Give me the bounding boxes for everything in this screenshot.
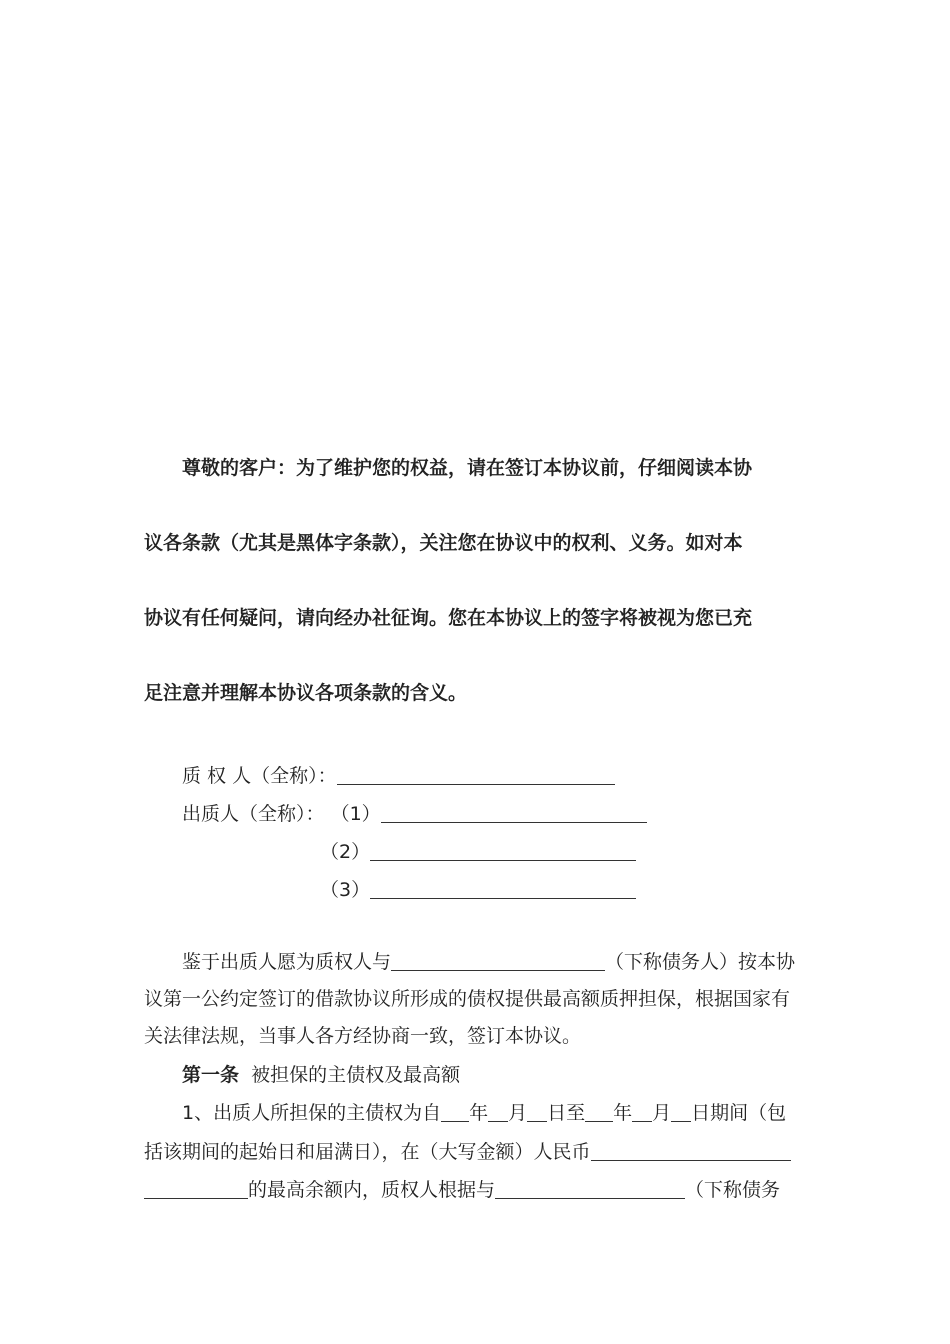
- start-year-blank[interactable]: [441, 1103, 469, 1122]
- debtor-blank[interactable]: [391, 952, 605, 971]
- pledgor-blank-1[interactable]: [381, 804, 647, 823]
- preamble-line-2: 议第一公约定签订的借款协议所形成的债权提供最高额质押担保，根据国家有: [144, 988, 791, 1010]
- article-title: 被担保的主债权及最高额: [251, 1064, 461, 1086]
- day-label-2: 日期间（包: [691, 1102, 787, 1124]
- preamble-line-1: [182, 950, 795, 974]
- pledgor-row-2: [320, 840, 636, 864]
- preamble-text-a: 鉴于出质人愿为质权人与: [182, 951, 392, 973]
- notice-line-2: 议各条款（尤其是黑体字条款），关注您在协议中的权利、义务。如对本: [144, 532, 743, 554]
- contract-party-blank[interactable]: [495, 1180, 685, 1199]
- para1-text-a: 1、出质人所担保的主债权为自: [182, 1102, 442, 1124]
- year-label-2: 年: [613, 1102, 633, 1124]
- end-month-blank[interactable]: [632, 1103, 652, 1122]
- pledgor-label: 出质人（全称）：: [182, 803, 325, 825]
- para1-text-d: （下称债务: [685, 1179, 781, 1201]
- para1-text-c: 的最高余额内，质权人根据与: [248, 1179, 496, 1201]
- month-label-2: 月: [652, 1102, 672, 1124]
- pledgee-blank[interactable]: [337, 766, 615, 785]
- pledgor-row-1: [182, 802, 647, 826]
- article-1-para-line-1: [182, 1101, 786, 1125]
- month-label-1: 月: [508, 1102, 528, 1124]
- preamble-line-3: 关法律法规，当事人各方经协商一致，签订本协议。: [144, 1025, 582, 1047]
- start-day-blank[interactable]: [527, 1103, 547, 1122]
- pledgor-item-2: （2）: [320, 841, 371, 863]
- article-1-para-line-2: [144, 1140, 791, 1164]
- preamble-text-b: （下称债务人）按本协: [605, 951, 796, 973]
- pledgor-row-3: [320, 878, 636, 902]
- pledgor-item-1: （1）: [330, 803, 381, 825]
- article-number: 第一条: [182, 1064, 240, 1086]
- end-year-blank[interactable]: [585, 1103, 613, 1122]
- pledgor-item-3: （3）: [320, 879, 371, 901]
- amount-blank-2[interactable]: [144, 1180, 248, 1199]
- year-label-1: 年: [469, 1102, 489, 1124]
- pledgee-row: [182, 764, 615, 788]
- notice-line-4: 足注意并理解本协议各项条款的含义。: [144, 682, 468, 704]
- article-1-heading: [182, 1063, 460, 1087]
- pledgee-label: 质 权 人（全称）：: [182, 765, 337, 787]
- start-month-blank[interactable]: [488, 1103, 508, 1122]
- amount-blank-1[interactable]: [591, 1142, 791, 1161]
- day-label-1: 日至: [547, 1102, 586, 1124]
- notice-line-3: 协议有任何疑问，请向经办社征询。您在本协议上的签字将被视为您已充: [144, 607, 753, 629]
- pledgor-blank-3[interactable]: [370, 880, 636, 899]
- end-day-blank[interactable]: [671, 1103, 691, 1122]
- pledgor-blank-2[interactable]: [370, 842, 636, 861]
- notice-line-1: 尊敬的客户：为了维护您的权益，请在签订本协议前，仔细阅读本协: [182, 457, 753, 479]
- article-1-para-line-3: [144, 1178, 780, 1202]
- para1-text-b: 括该期间的起始日和届满日），在（大写金额）人民币: [144, 1141, 591, 1163]
